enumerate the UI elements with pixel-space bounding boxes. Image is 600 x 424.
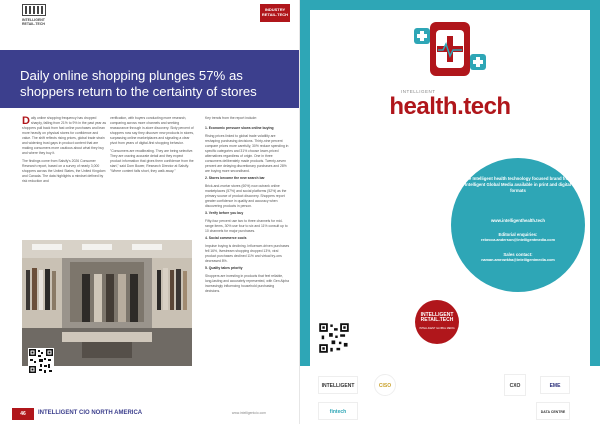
section-tag-line-1: INDUSTRY bbox=[264, 7, 286, 12]
headline-band bbox=[0, 50, 300, 108]
headline: Daily online shopping plunges 57% as shoppers return to the certainty of stores bbox=[20, 68, 257, 99]
brand-block bbox=[310, 10, 590, 120]
enquiries-label: Editorial enquiries: bbox=[498, 232, 538, 237]
paragraph: verification, with buyers conducting more research, comparing across more channels and seeking reassurance through in-store discovery. Sixty percent of shoppers now say they discover new products in stores, surpassing online marketplaces and signaling a clear pivot from years of digital-first shopping behavior. bbox=[110, 116, 195, 145]
qr-code bbox=[318, 322, 350, 354]
footer-url: www.intelligentcio.com bbox=[231, 411, 266, 415]
sponsor-logo: INTELLIGENT bbox=[318, 376, 358, 394]
qr-code-icon bbox=[318, 322, 350, 354]
trend-body: Fifty-four percent use two to three channels for mid-range items, 30% use four to six and 11% consult up to 10 channels for major purchases. bbox=[205, 218, 288, 233]
trend-body: Brick-and-mortar stores (60%) now outrank online marketplaces (57%) and social platforms (52%) as the primary source of product discovery. Shoppers report greater confidence in quality and accuracy when discovering products in person. bbox=[205, 183, 287, 208]
barcode-icon bbox=[22, 4, 46, 16]
trends-intro: Key trends from the report include: bbox=[205, 116, 258, 120]
page-footer bbox=[0, 404, 300, 424]
advert-page bbox=[300, 0, 600, 424]
advert-card bbox=[310, 10, 590, 414]
article-column-1 bbox=[22, 116, 107, 186]
sales-label: Sales contact: bbox=[503, 252, 533, 257]
brand-description: The Intelligent health technology focused brand from Intelligent Global Media available in print and digital formats bbox=[463, 176, 573, 193]
brand-kicker: INTELLIGENT bbox=[401, 89, 436, 94]
badge-subtitle: INTELLIGENT GLOBAL MEDIA bbox=[419, 327, 455, 330]
trend-heading: 4. Social commerce cools bbox=[205, 236, 247, 240]
publication-logo bbox=[22, 4, 46, 38]
sponsor-logo: DATA CENTRE bbox=[536, 402, 570, 420]
qr-code bbox=[28, 348, 54, 378]
medical-cross-icon bbox=[310, 10, 590, 90]
section-tag-line-2: RETAIL.TECH bbox=[261, 12, 289, 17]
paragraph: The findings come from Salsify's 2026 Consumer Research report, based on a survey of nearly 3,000 shoppers across the United States, the United Kingdom and Canada. The data highlights a mindset defined by risk reduction and bbox=[22, 158, 106, 183]
article-column-2 bbox=[110, 116, 195, 176]
paragraph: "Consumers are recalibrating. They are being selective. They are craving accurate detail and they expect product information that gives them confidence from the start," said Dom Bower, Research Director at Salsify. "Where content falls short, they walk away." bbox=[110, 148, 194, 173]
logo-line-1: INTELLIGENT bbox=[22, 18, 45, 22]
sponsor-logo: EME bbox=[540, 376, 570, 394]
sponsor-logo: CISO bbox=[374, 374, 396, 396]
trend-heading: 2. Stores become the new search bar bbox=[205, 176, 265, 180]
badge-title: INTELLIGENT RETAIL.TECH bbox=[420, 312, 454, 323]
trend-heading: 5. Quality takes priority bbox=[205, 266, 243, 270]
article-column-3 bbox=[205, 116, 290, 296]
retail-tech-badge bbox=[415, 300, 459, 344]
qr-code-icon bbox=[28, 348, 54, 378]
trend-heading: 3. Verify before you buy bbox=[205, 211, 244, 215]
trend-body: Rising prices linked to global trade volatility are reshaping purchasing decisions. Thirty-nine percent compare prices more carefully, 30% reduce spending in specific categories and 31% choose lower-priced alternatives regardless of origin. One in three consumers deliberately made products. Twenty-seven percent are delaying discretionary purchases and 28% are buying more secondhand. bbox=[205, 133, 289, 173]
sales-email[interactable]: naman.amrowkha@intelligentmedia.com bbox=[481, 258, 555, 262]
info-circle bbox=[451, 158, 585, 292]
logo-line-2: RETAIL.TECH bbox=[22, 22, 45, 26]
trend-body: Impulse buying is declining. Influencer-driven purchases fell 16%, livestream shopping dropped 13%, viral product purchases declined 11% and virtual try-ons decreased 8%. bbox=[205, 243, 290, 263]
section-tag bbox=[260, 4, 290, 22]
footer-publication: INTELLIGENT CIO NORTH AMERICA bbox=[38, 410, 143, 416]
brand-url[interactable]: www.intelligenthealth.tech bbox=[490, 218, 546, 223]
paragraph: aily online shopping frequency has dropped sharply, falling from 21% to 9% in the past year as shoppers pull back from fast online purchases and lean more heavily on physical stores for confidence and value. The shift reflects rising prices, global trade strain and widening trust gaps in product content that are making consumers more cautious about what they buy and where they buy it. bbox=[22, 116, 107, 155]
enquiries-email[interactable]: rebecca.anderson@intelligentmedia.com bbox=[481, 238, 555, 242]
page-number: 46 bbox=[12, 408, 34, 420]
trend-heading: 1. Economic pressure slows online buying bbox=[205, 126, 274, 130]
sponsor-logo: CXO bbox=[504, 374, 526, 396]
sponsor-logos bbox=[300, 366, 600, 424]
sponsor-logo: fintech bbox=[318, 402, 358, 420]
drop-cap: D bbox=[22, 115, 30, 127]
trend-body: Shoppers are investing in products that feel reliable, long-lasting and accurately represented, with Gen Alpha increasingly influencing household purchasing decisions. bbox=[205, 273, 290, 293]
brand-name: health.tech bbox=[389, 93, 511, 120]
